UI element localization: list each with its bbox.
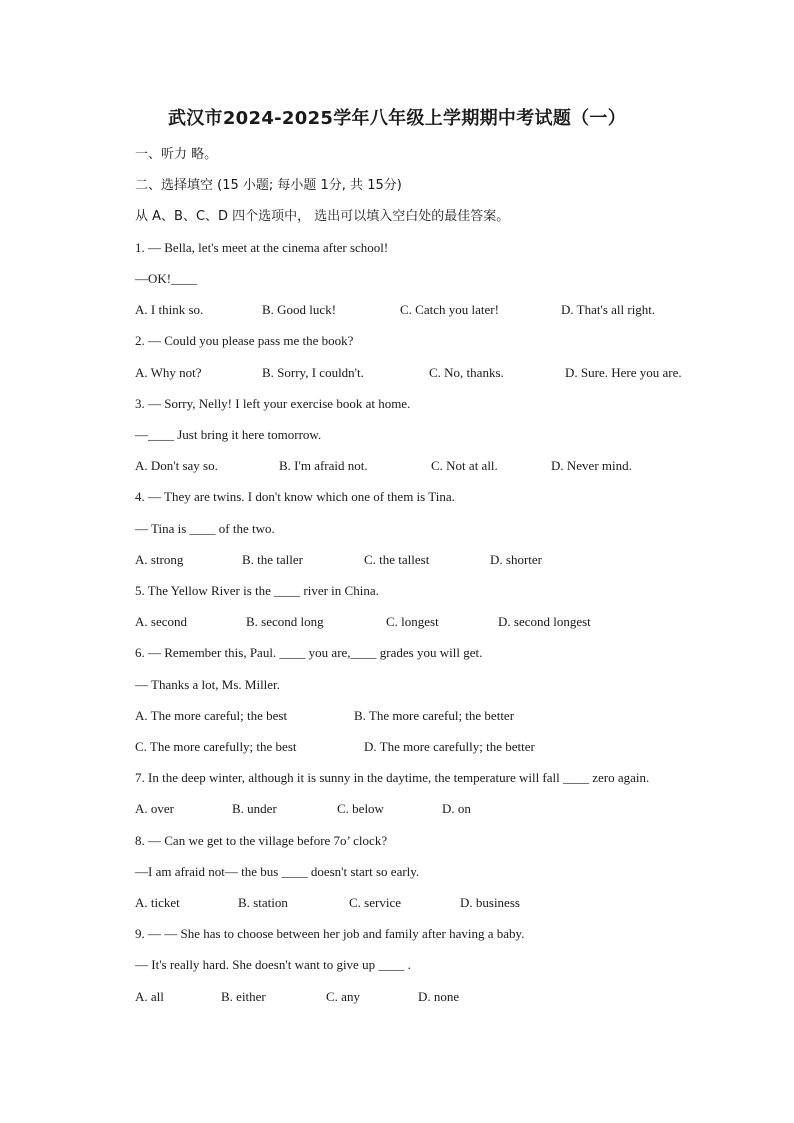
question-6-line-2: — Thanks a lot, Ms. Miller.	[135, 677, 280, 692]
option-b: B. station	[238, 895, 288, 910]
question-4-line-1: 4. — They are twins. I don't know which one of them is Tina.	[135, 489, 455, 504]
option-b: B. under	[232, 801, 277, 816]
option-d: D. The more carefully; the better	[364, 739, 535, 754]
option-d: D. Never mind.	[551, 458, 632, 473]
page-title: 武汉市2024-2025学年八年级上学期期中考试题（一）	[167, 108, 627, 129]
option-c: C. The more carefully; the best	[135, 739, 297, 754]
question-4-line-2: — Tina is ____ of the two.	[135, 521, 275, 536]
option-b: B. the taller	[242, 552, 304, 567]
question-3-line-1: 3. — Sorry, Nelly! I left your exercise book at home.	[135, 396, 411, 411]
option-a: A. strong	[135, 552, 184, 567]
section-listening: 一、听力 略。	[135, 147, 218, 162]
option-c: C. No, thanks.	[429, 365, 504, 380]
option-d: D. That's all right.	[561, 302, 656, 317]
option-d: D. none	[418, 989, 460, 1004]
option-a: A. I think so.	[135, 302, 204, 317]
question-7-line-1: 7. In the deep winter, although it is sunny in the daytime, the temperature will fall ____ zero again.	[135, 770, 650, 785]
option-a: A. all	[135, 989, 164, 1004]
option-c: C. the tallest	[364, 552, 430, 567]
question-1-line-1: 1. — Bella, let's meet at the cinema after school!	[135, 240, 389, 255]
question-5-line-1: 5. The Yellow River is the ____ river in China.	[135, 583, 379, 598]
option-d: D. on	[442, 801, 471, 816]
option-a: A. second	[135, 614, 187, 629]
option-d: D. shorter	[490, 552, 542, 567]
option-a: A. The more careful; the best	[135, 708, 288, 723]
option-b: B. Sorry, I couldn't.	[262, 365, 364, 380]
instruction-text: 从 A、B、C、D 四个选项中， 选出可以填入空白处的最佳答案。	[135, 209, 510, 224]
option-c: C. longest	[386, 614, 439, 629]
option-c: C. Catch you later!	[400, 302, 499, 317]
question-3-line-2: —____ Just bring it here tomorrow.	[135, 427, 322, 442]
option-c: C. any	[326, 989, 360, 1004]
option-c: C. service	[349, 895, 401, 910]
option-b: B. The more careful; the better	[354, 708, 515, 723]
option-b: B. I'm afraid not.	[279, 458, 368, 473]
option-d: D. business	[460, 895, 520, 910]
option-a: A. Don't say so.	[135, 458, 218, 473]
option-b: B. Good luck!	[262, 302, 337, 317]
option-b: B. second long	[246, 614, 324, 629]
question-6-line-1: 6. — Remember this, Paul. ____ you are,____ grades you will get.	[135, 645, 483, 660]
section-choice-heading: 二、选择填空 (15 小题; 每小题 1分, 共 15分)	[135, 178, 402, 193]
question-8-line-1: 8. — Can we get to the village before 7o’ clock?	[135, 833, 388, 848]
question-9-line-1: 9. — — She has to choose between her job and family after having a baby.	[135, 926, 525, 941]
option-b: B. either	[221, 989, 266, 1004]
option-a: A. ticket	[135, 895, 180, 910]
question-8-line-2: —I am afraid not— the bus ____ doesn't start so early.	[135, 864, 420, 879]
question-2-line-1: 2. — Could you please pass me the book?	[135, 333, 354, 348]
option-a: A. Why not?	[135, 365, 202, 380]
option-d: D. Sure. Here you are.	[565, 365, 682, 380]
option-a: A. over	[135, 801, 174, 816]
option-c: C. below	[337, 801, 384, 816]
option-c: C. Not at all.	[431, 458, 498, 473]
question-9-line-2: — It's really hard. She doesn't want to give up ____ .	[135, 957, 411, 972]
option-d: D. second longest	[498, 614, 591, 629]
question-1-line-2: —OK!____	[135, 271, 198, 286]
